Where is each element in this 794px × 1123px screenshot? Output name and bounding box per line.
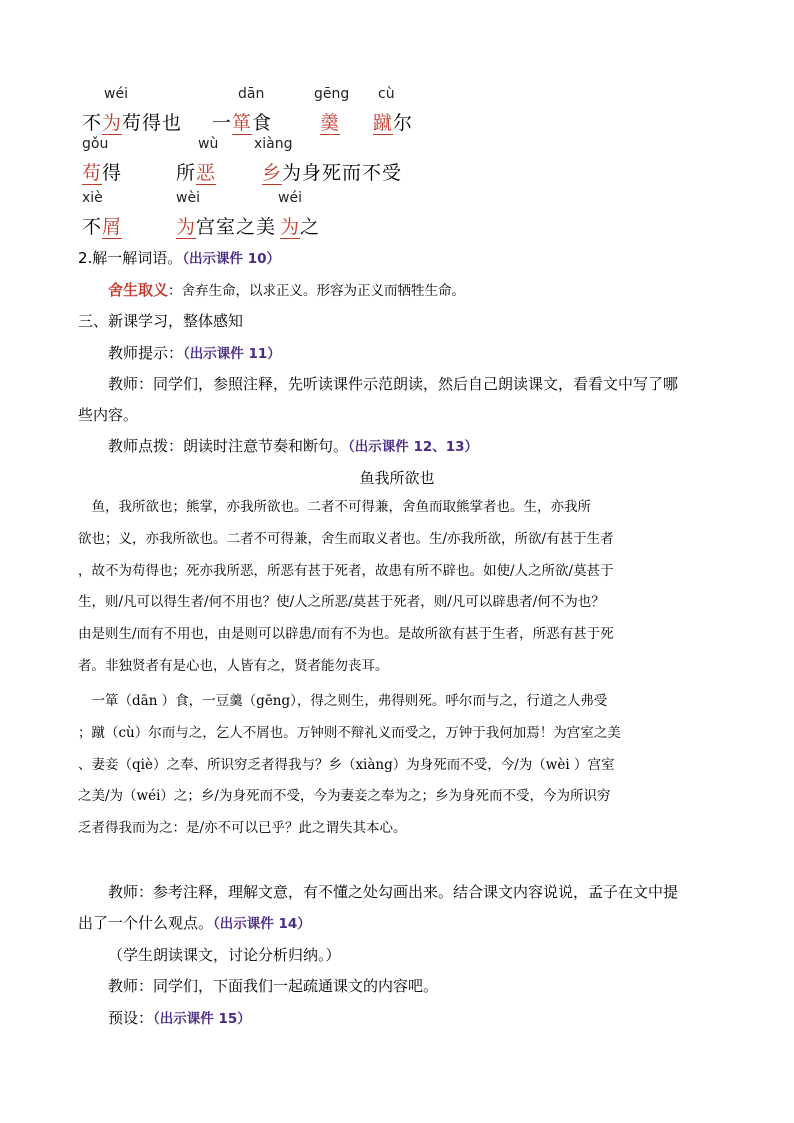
classical-line: 乏者得我而为之：是/亦不可以已乎？此之谓失其本心。 bbox=[78, 820, 407, 837]
classical-paragraph-1 bbox=[78, 492, 718, 683]
hanzi: 苟得 bbox=[82, 162, 123, 184]
classical-line: 一箪（dān ）食，一豆羹（gēng），得之则生，弗得则死。呼尔而与之，行道之人弗受 bbox=[78, 693, 608, 709]
hanzi: 蹴尔 bbox=[373, 112, 414, 134]
pinyin: gǒu bbox=[82, 136, 109, 152]
pinyin: wéi bbox=[278, 190, 302, 206]
pinyin: wù bbox=[198, 136, 219, 152]
teacher-tip-label: 教师点拨：朗读时注意节奏和断句。 bbox=[108, 437, 349, 455]
teacher-ref-line-1: 教师：参考注释，理解文意，有不懂之处勾画出来。结合课文内容说说，孟子在文中提 bbox=[108, 883, 679, 901]
teacher-intro-line-2: 些内容。 bbox=[78, 406, 139, 424]
idiom-term: 舍生取义 bbox=[108, 281, 169, 299]
pinyin: wéi bbox=[104, 86, 128, 102]
section-2-heading bbox=[78, 248, 280, 269]
section-2-title: 2.解一解词语。 bbox=[78, 249, 183, 267]
preset bbox=[108, 1008, 251, 1029]
hanzi: 一箪食 bbox=[212, 112, 273, 134]
hanzi: 所恶 bbox=[176, 162, 217, 184]
teacher-ref-text: 出了一个什么观点。 bbox=[78, 914, 214, 932]
hanzi: 为之 bbox=[280, 216, 321, 238]
courseware-ref: （出示课件 10） bbox=[182, 251, 281, 267]
preset-label: 预设： bbox=[108, 1009, 154, 1027]
teacher-tip bbox=[108, 436, 478, 457]
teacher-ref-line-2 bbox=[78, 913, 311, 934]
courseware-ref: （出示课件 12、13） bbox=[348, 439, 479, 455]
classical-line: ；蹴（cù）尔而与之，乞人不屑也。万钟则不辩礼义而受之，万钟于我何加焉！为宫室之美 bbox=[78, 724, 621, 741]
text-title: 鱼我所欲也 bbox=[359, 469, 435, 487]
classical-line: 之美/为（wéi）之；乡/为身死而不受，今为妻妾之奉为之；乡为身死而不受，今为所识穷 bbox=[78, 788, 611, 805]
hanzi: 不为苟得也 bbox=[82, 112, 183, 134]
teacher-together: 教师：同学们，下面我们一起疏通课文的内容吧。 bbox=[108, 977, 439, 995]
pinyin: dān bbox=[238, 86, 265, 102]
classical-line: 者。非独贤者有是心也，人皆有之，贤者能勿丧耳。 bbox=[78, 657, 389, 674]
teacher-hint bbox=[108, 343, 281, 364]
classical-line: 鱼，我所欲也；熊掌，亦我所欲也。二者不可得兼，舍鱼而取熊掌者也。生，亦我所 bbox=[78, 499, 591, 515]
classical-line: 欲也；义，亦我所欲也。二者不可得兼，舍生而取义者也。生/亦我所欲，所欲/有甚于生者 bbox=[78, 530, 614, 547]
classical-line: 生，则/凡可以得生者/何不用也？使/人之所恶/莫甚于死者，则/凡可以辟患者/何不为也？ bbox=[78, 594, 605, 611]
hanzi: 羹 bbox=[320, 112, 341, 134]
teacher-intro-line-1: 教师：同学们，参照注释，先听读课件示范朗读，然后自己朗读课文，看看文中写了哪 bbox=[108, 375, 679, 393]
pinyin: wèi bbox=[176, 190, 200, 206]
idiom-definition bbox=[108, 280, 465, 301]
hanzi: 为宫室之美 bbox=[176, 216, 277, 238]
courseware-ref: （出示课件 15） bbox=[153, 1011, 251, 1027]
idiom-def: ：舍弃生命，以求正义。形容为正义而牺牲生命。 bbox=[168, 283, 466, 299]
classical-line: 、妻妾（qiè）之奉、所识穷乏者得我与？乡（xiàng）为身死而不受，今/为（wèi ）宫室 bbox=[78, 756, 615, 773]
hanzi: 不屑 bbox=[82, 216, 123, 238]
teacher-hint-label: 教师提示： bbox=[108, 344, 184, 362]
classical-line: 由是则生/而有不用也，由是则可以辟患/而有不为也。是故所欲有甚于生者，所恶有甚于死 bbox=[78, 626, 614, 643]
pinyin: xiàng bbox=[254, 136, 293, 152]
classical-line: ，故不为苟得也；死亦我所恶，所恶有甚于死者，故患有所不辟也。如使/人之所欲/莫甚于 bbox=[78, 562, 614, 579]
courseware-ref: （出示课件 14） bbox=[213, 916, 311, 932]
classical-paragraph-2 bbox=[78, 686, 718, 845]
pinyin: gēng bbox=[314, 86, 350, 102]
section-3-heading: 三、新课学习，整体感知 bbox=[78, 312, 244, 330]
courseware-ref: （出示课件 11） bbox=[183, 346, 281, 362]
student-note: （学生朗读课文，讨论分析归纳。） bbox=[108, 946, 341, 964]
pinyin: xiè bbox=[82, 190, 103, 206]
hanzi: 乡为身死而不受 bbox=[262, 162, 403, 184]
pinyin: cù bbox=[378, 86, 395, 102]
